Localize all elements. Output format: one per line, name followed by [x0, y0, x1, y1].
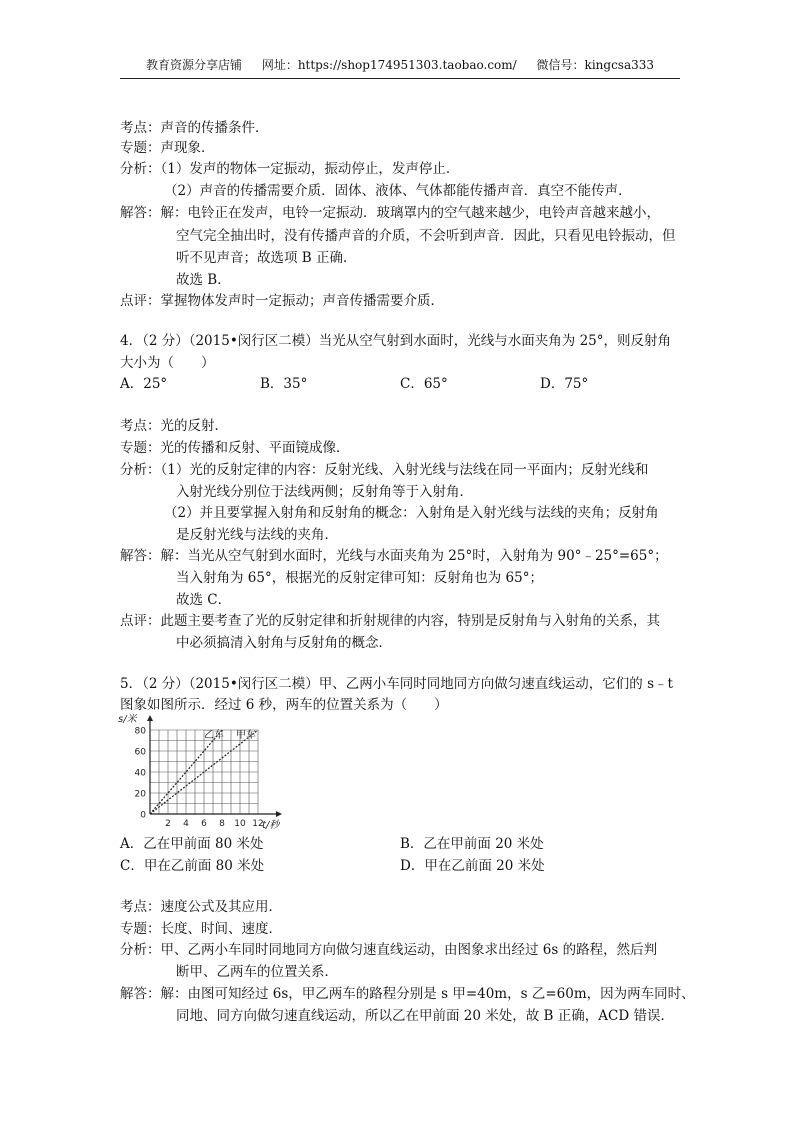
- shop-url: 网址：https://shop174951303.taobao.com/: [261, 58, 517, 72]
- x-tick-label: 12: [252, 819, 264, 829]
- q3-kaodian: 考点：声音的传播条件．: [120, 120, 269, 136]
- q4-fenxi-3: （2）并且要掌握入射角和反射角的概念：入射角是入射光线与法线的夹角；反射角: [164, 505, 659, 521]
- q4-kaodian: 考点：光的反射．: [120, 418, 228, 434]
- q5-option-d: D．甲在乙前面 20 米处: [400, 858, 545, 874]
- x-tick-label: 8: [219, 819, 225, 829]
- y-tick-label: 60: [134, 747, 146, 758]
- q4-option-b: B．35°: [260, 376, 308, 392]
- wechat-id: 微信号：kingcsa333: [536, 58, 655, 72]
- page-header: [120, 56, 680, 79]
- q3-dianping: 点评：掌握物体发声时一定振动；声音传播需要介质．: [120, 293, 444, 309]
- shop-name: 教育资源分享店铺: [145, 58, 242, 72]
- q3-jieda-3: 听不见声音；故选项 B 正确．: [176, 250, 357, 266]
- q5-option-c: C．甲在乙前面 80 米处: [120, 858, 265, 874]
- q4-jieda-2: 当入射角为 65°，根据光的反射定律可知：反射角也为 65°；: [176, 570, 543, 586]
- q3-fenxi-1: 分析：（1）发声的物体一定振动，振动停止，发声停止．: [120, 161, 460, 177]
- x-axis-label: t/秒: [262, 820, 280, 830]
- y-tick-label: 40: [134, 768, 146, 779]
- q3-jieda-2: 空气完全抽出时，没有传播声音的介质，不会听到声音．因此，只看见电铃振动，但: [176, 228, 676, 244]
- q4-fenxi-1: 分析：（1）光的反射定律的内容：反射光线、入射光线与法线在同一平面内；反射光线和: [120, 462, 649, 478]
- q5-stem-1: 5．（2 分）（2015•闵行区二模）甲、乙两小车同时同地同方向做匀速直线运动，它们的 s﹣t: [120, 676, 673, 692]
- q4-jieda-3: 故选 C．: [176, 592, 232, 608]
- q5-kaodian: 考点：速度公式及其应用．: [120, 899, 282, 915]
- q3-zhuanti: 专题：声现象．: [120, 140, 215, 156]
- q5-stem-2: 图象如图所示．经过 6 秒，两车的位置关系为（ ）: [120, 697, 448, 713]
- q3-jieda-1: 解答：解：电铃正在发声，电铃一定振动．玻璃罩内的空气越来越少，电铃声音越来越小，: [120, 205, 660, 221]
- x-tick-label: 6: [201, 819, 207, 829]
- q5-jieda-2: 同地、同方向做匀速直线运动，所以乙在甲前面 20 米处，故 B 正确，ACD 错误．: [176, 1008, 674, 1024]
- q3-jieda-4: 故选 B．: [176, 272, 231, 288]
- q4-zhuanti: 专题：光的传播和反射、平面镜成像．: [120, 440, 350, 456]
- q4-option-a: A．25°: [120, 376, 168, 392]
- x-axis-arrow: [276, 811, 282, 817]
- y-tick-label: 0: [140, 810, 146, 821]
- x-tick-label: 2: [165, 819, 171, 829]
- q4-fenxi-2: 入射光线分别位于法线两侧；反射角等于入射角．: [176, 484, 473, 500]
- q5-jieda-1: 解答：解：由图可知经过 6s，甲乙两车的路程分别是 s 甲=40m，s 乙=60m，因为两车同时、: [120, 986, 695, 1002]
- q5-option-a: A．乙在甲前面 80 米处: [120, 836, 264, 852]
- y-tick-label: 80: [134, 726, 146, 737]
- q4-stem-1: 4．（2 分）（2015•闵行区二模）当光从空气射到水面时，光线与水面夹角为 25°，则反射角: [120, 333, 672, 349]
- q4-option-d: D．75°: [540, 376, 589, 392]
- q3-fenxi-2: （2）声音的传播需要介质．固体、液体、气体都能传播声音．真空不能传声．: [164, 183, 632, 199]
- q4-jieda-1: 解答：解：当光从空气射到水面时，光线与水面夹角为 25°时，入射角为 90°﹣25°=65°；: [120, 548, 668, 564]
- q5-zhuanti: 专题：长度、时间、速度．: [120, 921, 282, 937]
- q5-fenxi-2: 断甲、乙两车的位置关系．: [176, 964, 338, 980]
- q4-dianping-1: 点评：此题主要考查了光的反射定律和折射规律的内容，特别是反射角与入射角的关系，其: [120, 613, 660, 629]
- y-axis-label: s/米: [118, 714, 137, 725]
- series-label-jia: 甲车: [236, 730, 256, 741]
- q4-option-c: C．65°: [400, 376, 448, 392]
- st-graph: [116, 714, 296, 830]
- series-label-yi: 乙车: [204, 730, 224, 741]
- y-axis-arrow: [147, 715, 153, 721]
- q4-fenxi-4: 是反射光线与法线的夹角．: [176, 527, 338, 543]
- y-tick-label: 20: [134, 789, 146, 800]
- x-tick-label: 10: [234, 819, 246, 829]
- q4-stem-2: 大小为（ ）: [120, 355, 215, 371]
- q4-dianping-2: 中必须搞清入射角与反射角的概念．: [176, 635, 392, 651]
- x-tick-label: 4: [183, 819, 189, 829]
- q5-option-b: B．乙在甲前面 20 米处: [400, 836, 544, 852]
- q5-fenxi-1: 分析：甲、乙两小车同时同地同方向做匀速直线运动，由图象求出经过 6s 的路程，然后判: [120, 942, 658, 958]
